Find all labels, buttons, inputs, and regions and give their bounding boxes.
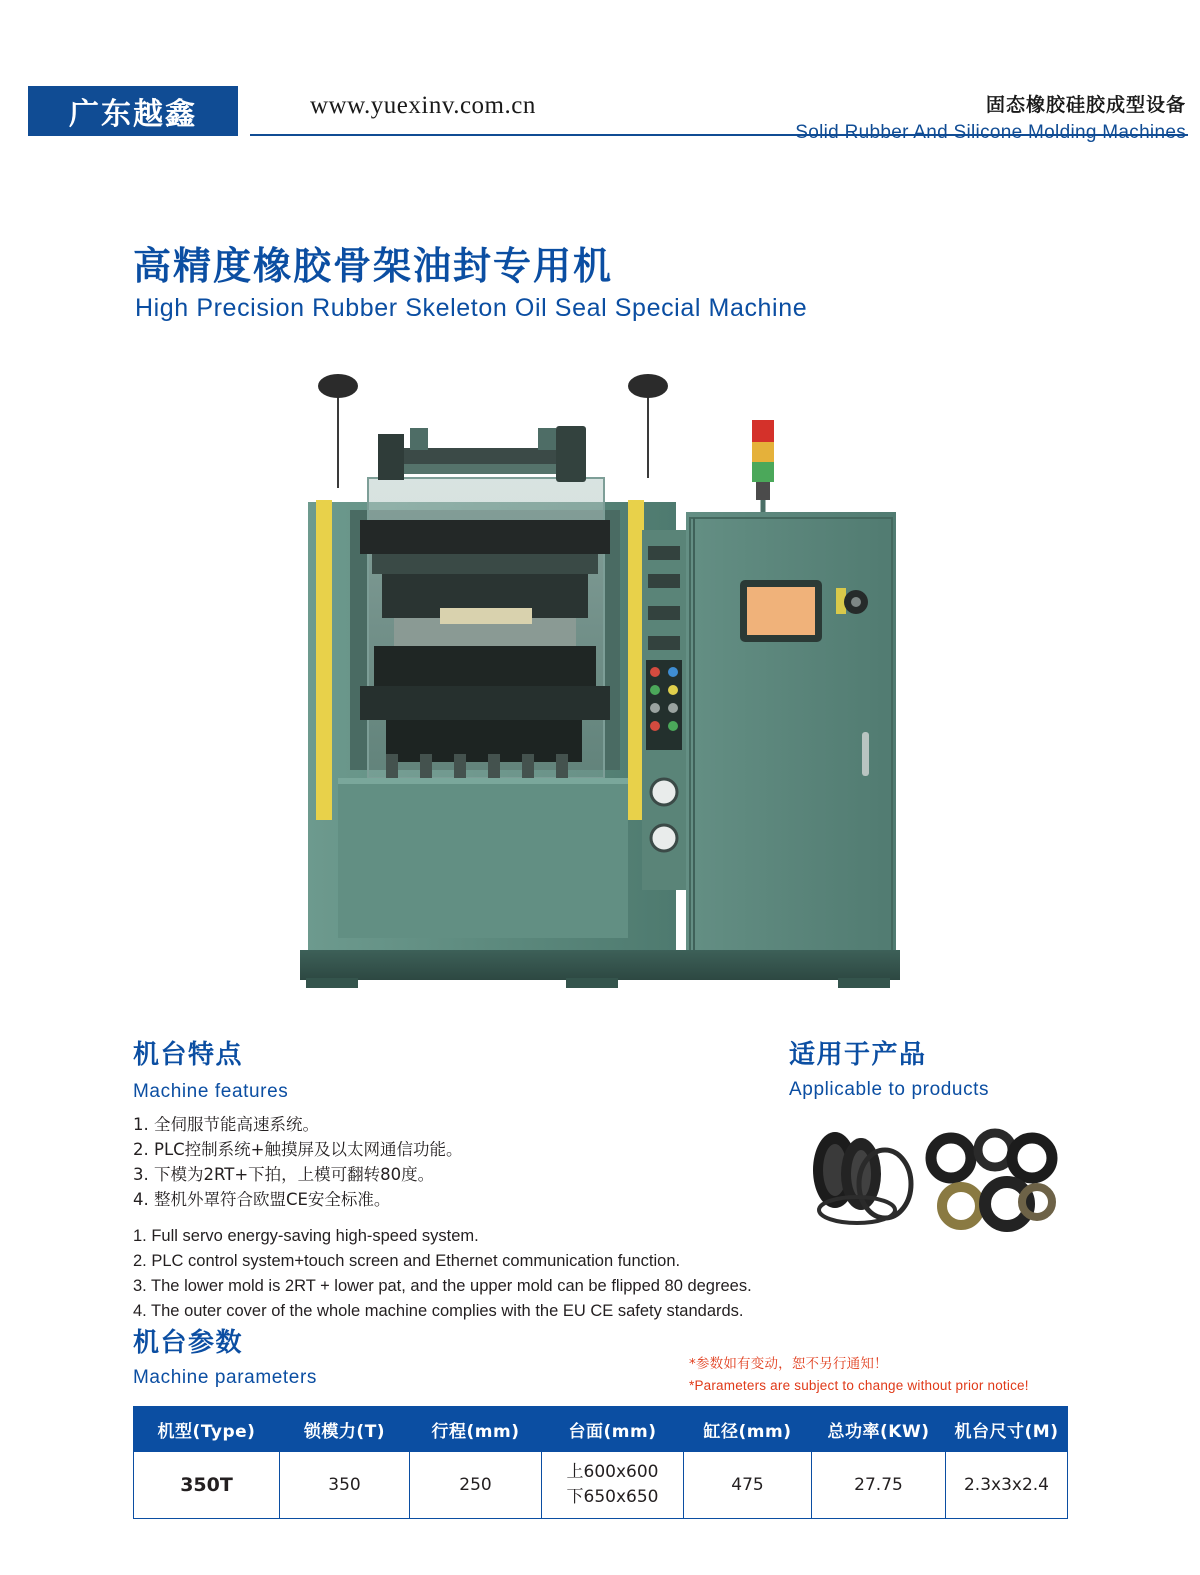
- table-header-row: [134, 1407, 1068, 1452]
- parameters-notice-en: *Parameters are subject to change without prior notice!: [689, 1378, 1029, 1393]
- feature-item-en-2: 2. PLC control system+touch screen and Ethernet communication function.: [133, 1252, 681, 1270]
- feature-item-cn-2: 2. PLC控制系统+触摸屏及以太网通信功能。: [133, 1140, 463, 1159]
- cell-table-size-upper: 上600x600: [566, 1462, 659, 1482]
- feature-item-en-3: 3. The lower mold is 2RT + lower pat, and the upper mold can be flipped 80 degrees.: [133, 1277, 752, 1295]
- cell-table-size: [542, 1452, 684, 1519]
- column-header-machine-size: 机台尺寸(M): [946, 1407, 1068, 1452]
- oil-seal-products-photo: [789, 1118, 1061, 1238]
- applicable-heading-group: [789, 1034, 989, 1101]
- cell-type: 350T: [134, 1452, 280, 1519]
- page-header: [0, 0, 1200, 160]
- features-list: [133, 1112, 773, 1324]
- parameters-heading-group: [133, 1322, 317, 1389]
- features-heading-en: Machine features: [133, 1081, 289, 1102]
- features-heading-group: [133, 1034, 288, 1103]
- header-tagline-en: Solid Rubber And Silicone Molding Machines: [795, 122, 1186, 143]
- cell-machine-size: 2.3x3x2.4: [946, 1452, 1068, 1519]
- parameters-notice-cn: *参数如有变动，恕不另行通知！: [689, 1356, 888, 1372]
- column-header-stroke: 行程(mm): [410, 1407, 542, 1452]
- parameters-heading-cn: 机台参数: [133, 1328, 244, 1358]
- feature-item-cn-3: 3. 下模为2RT+下拍，上模可翻转80度。: [133, 1165, 435, 1184]
- header-tagline-cn: 固态橡胶硅胶成型设备: [985, 94, 1186, 116]
- applicable-heading-en: Applicable to products: [789, 1079, 990, 1100]
- machine-photo: [290, 360, 910, 1000]
- cell-total-power: 27.75: [812, 1452, 946, 1519]
- company-logo: 广东越鑫: [28, 86, 238, 136]
- column-header-total-power: 总功率(KW): [812, 1407, 946, 1452]
- column-header-table-size: 台面(mm): [542, 1407, 684, 1452]
- cell-table-size-lower: 下650x650: [566, 1487, 659, 1507]
- column-header-cylinder-bore: 缸径(mm): [684, 1407, 812, 1452]
- features-spacer: [133, 1212, 773, 1224]
- feature-item-cn-1: 1. 全伺服节能高速系统。: [133, 1115, 319, 1134]
- parameters-heading-en: Machine parameters: [133, 1367, 317, 1388]
- parameters-notice: [689, 1354, 1089, 1396]
- features-heading-cn: 机台特点: [133, 1040, 244, 1070]
- cell-stroke: 250: [410, 1452, 542, 1519]
- feature-item-en-4: 4. The outer cover of the whole machine complies with the EU CE safety standards.: [133, 1302, 744, 1320]
- cell-clamping-force: 350: [280, 1452, 410, 1519]
- website-url[interactable]: www.yuexinv.com.cn: [310, 92, 536, 119]
- column-header-clamping-force: 锁模力(T): [280, 1407, 410, 1452]
- page-title-en: High Precision Rubber Skeleton Oil Seal Special Machine: [135, 294, 808, 322]
- parameters-table: [133, 1406, 1068, 1519]
- feature-item-cn-4: 4. 整机外罩符合欧盟CE安全标准。: [133, 1190, 391, 1209]
- table-row: [134, 1452, 1068, 1519]
- cell-cylinder-bore: 475: [684, 1452, 812, 1519]
- page-title-cn: 高精度橡胶骨架油封专用机: [133, 244, 614, 288]
- feature-item-en-1: 1. Full servo energy-saving high-speed system.: [133, 1227, 479, 1245]
- applicable-heading-cn: 适用于产品: [789, 1040, 927, 1070]
- column-header-type: 机型(Type): [134, 1407, 280, 1452]
